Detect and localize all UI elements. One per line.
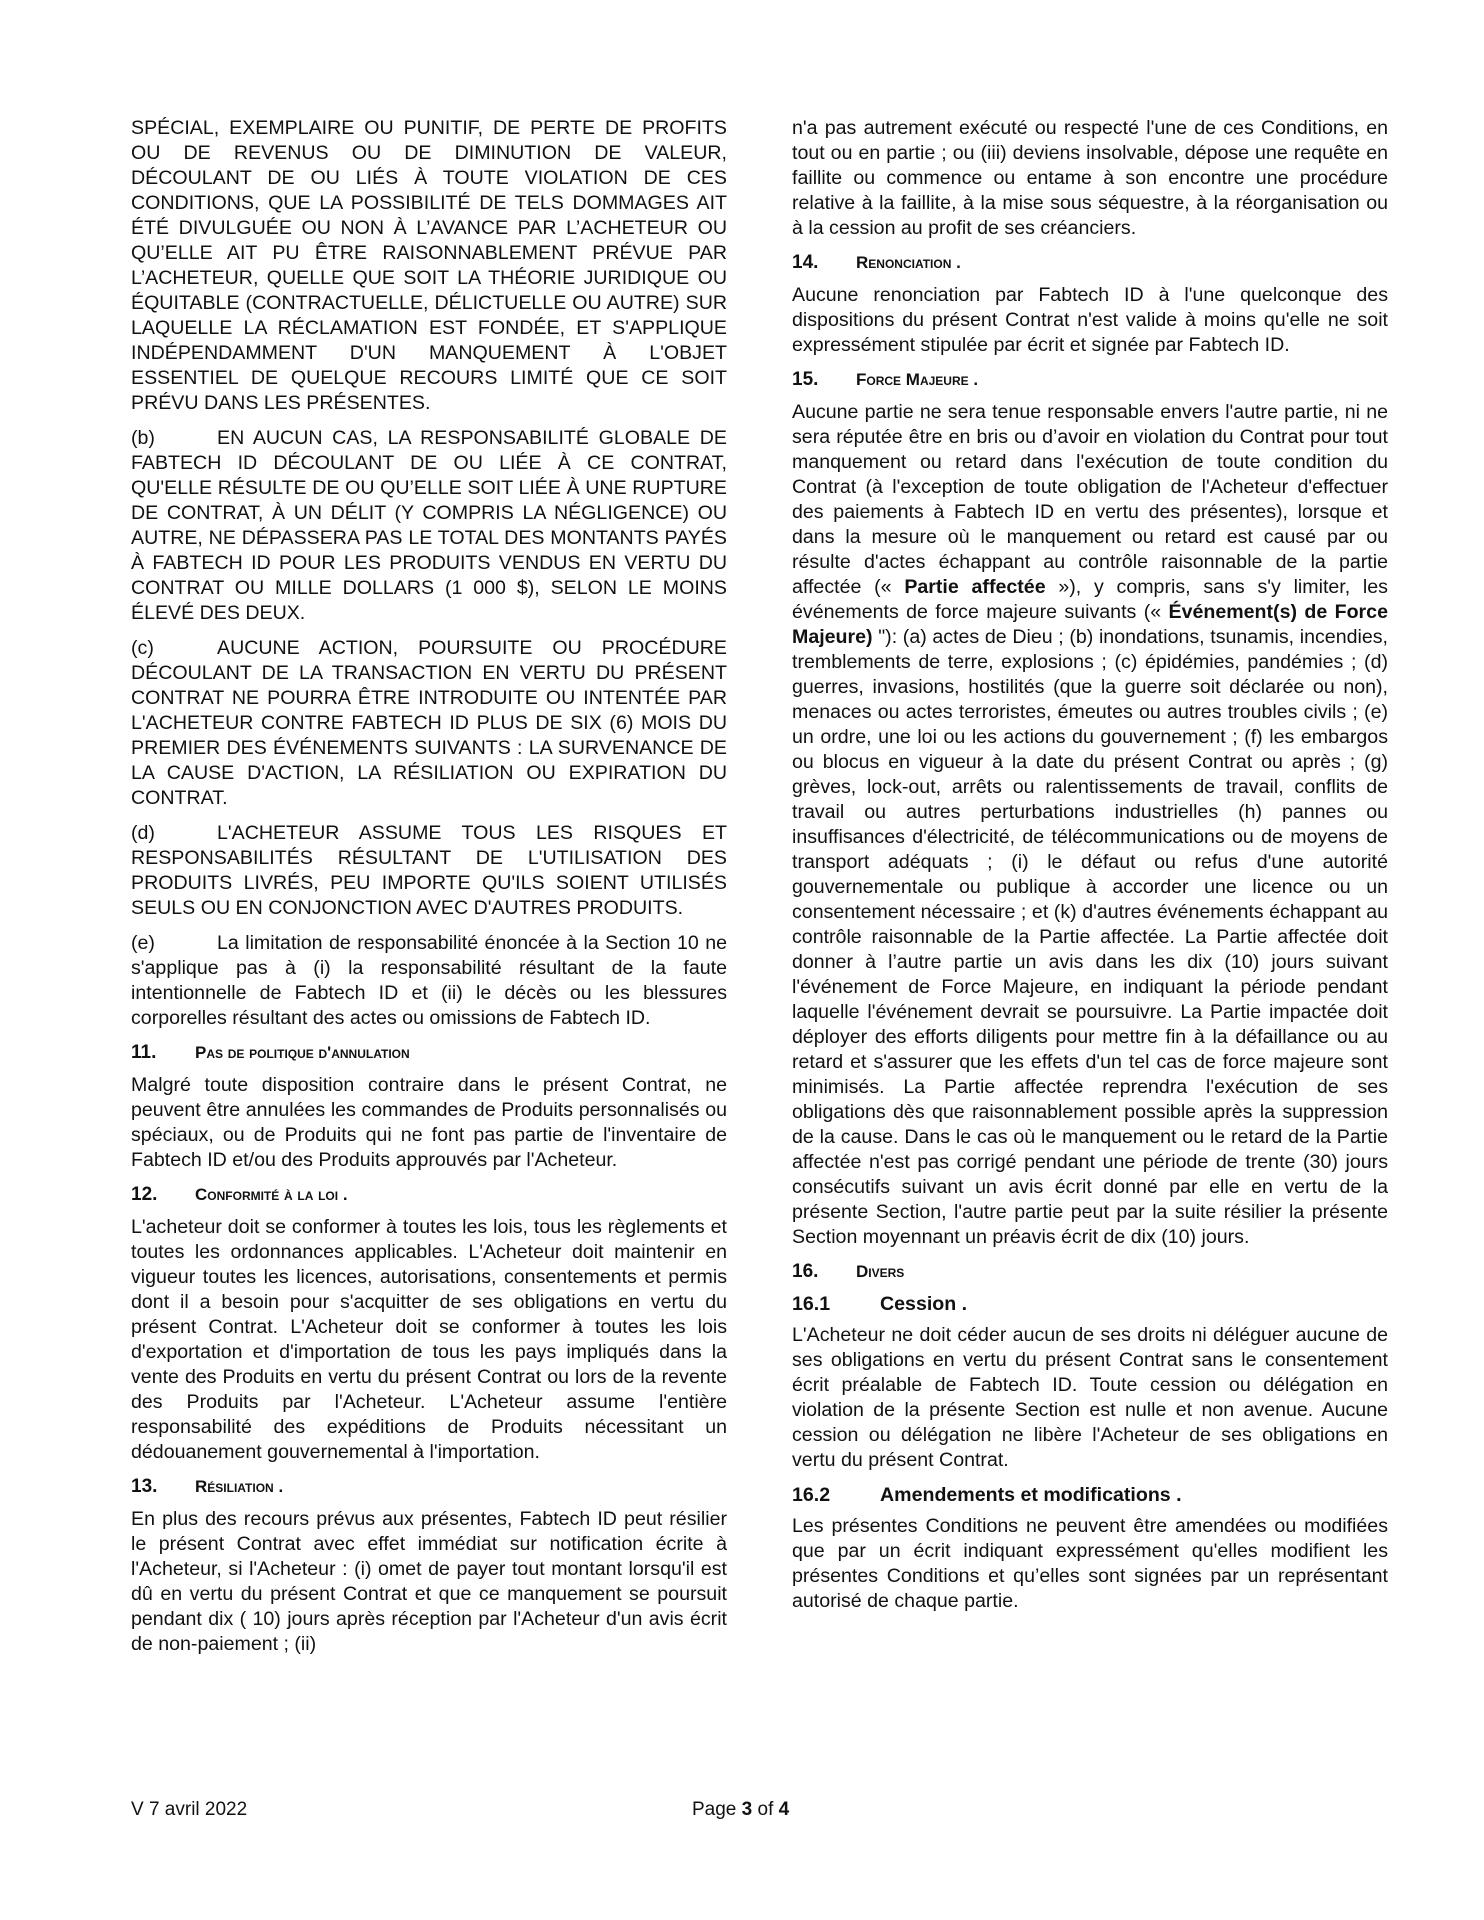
section-number: 15. (792, 369, 819, 390)
current-page: 3 (741, 1799, 753, 1820)
section-number: 16. (792, 1261, 819, 1282)
text-run: Aucune partie ne sera tenue responsable envers l'autre partie, ni ne sera réputée être en bris ou d’avoir en violation du Contrat pour tout manquement ou retard dans l'exécution de toute condition du Contrat (à l'exception de toute obligation de l'Acheteur d'effectuer des paiements à Fabtech ID en vertu des présentes), lorsque et dans la mesure où le manquement ou retard est causé par ou résulte d'actes échappant au contrôle raisonnable de la partie affectée (« (792, 401, 1388, 598)
clause-10e (131, 931, 727, 1031)
right-column (792, 116, 1388, 1624)
section-14-heading (792, 251, 1388, 275)
clause-10d (131, 821, 727, 921)
subsection-number: 16.2 (792, 1484, 831, 1506)
section-12-text: L'acheteur doit se conformer à toutes les lois, tous les règlements et toutes les ordonnances applicables. L'Acheteur doit maintenir en vigueur toutes les licences, autorisations, consentements et permis dont il a besoin pour s'acquitter de ses obligations en vertu du présent Contrat. L'Acheteur doit se conformer à toutes les lois d'exportation et d'importation de tous les pays impliqués dans la vente des Produits en vertu du présent Contrat ou lors de la revente des Produits par l'Acheteur. L'Acheteur assume l'entière responsabilité des expéditions de Produits nécessitant un dédouanement gouvernemental à l'importation. (131, 1216, 727, 1463)
section-title: Force Majeure . (856, 370, 979, 389)
section-number: 12. (131, 1184, 158, 1205)
section-title: Pas de politique d'annulation (195, 1043, 410, 1062)
section-13-heading (131, 1475, 727, 1499)
subsection-16-2-heading (792, 1483, 1388, 1508)
of-word: of (752, 1799, 779, 1820)
section-15-text (792, 400, 1388, 1250)
clause-text: EN AUCUN CAS, LA RESPONSABILITÉ GLOBALE DE FABTECH ID DÉCOULANT DE OU LIÉE À CE CONTRAT, QU'ELLE RÉSULTE DE OU QU’ELLE SOIT LIÉE À UNE RUPTURE DE CONTRAT, À UN DÉLIT (Y COMPRIS LA NÉGLIGENCE) OU AUTRE, NE DÉPASSERA PAS LE TOTAL DES MONTANTS PAYÉS À FABTECH ID POUR LES PRODUITS VENDUS EN VERTU DU CONTRAT OU MILLE DOLLARS (1 000 $), SELON LE MOINS ÉLEVÉ DES DEUX. (131, 427, 727, 624)
defined-term-partie-affectee: Partie affectée (904, 576, 1046, 598)
section-number: 11. (131, 1042, 157, 1063)
footer-version: V 7 avril 2022 (131, 1799, 248, 1820)
clause-text: La limitation de responsabilité énoncée à la Section 10 ne s'applique pas à (i) la responsabilité résultant de la faute intentionnelle de Fabtech ID et (ii) le décès ou les blessures corporelles résultant des actes ou omissions de Fabtech ID. (131, 932, 727, 1029)
footer-page-number (692, 1798, 789, 1822)
section-14-text: Aucune renonciation par Fabtech ID à l'une quelconque des dispositions du présent Contrat n'est valide à moins qu'elle ne soit expressément stipulée par écrit et signée par Fabtech ID. (792, 284, 1388, 356)
subsection-16-1-text: L'Acheteur ne doit céder aucun de ses droits ni déléguer aucune de ses obligations en vertu du présent Contrat sans le consentement écrit préalable de Fabtech ID. Toute cession ou délégation en violation de la présente Section est nulle et non avenue. Aucune cession ou délégation ne libère l'Acheteur de ses obligations en vertu du présent Contrat. (792, 1324, 1388, 1471)
section-16-heading (792, 1260, 1388, 1284)
clause-label: (e) (131, 932, 155, 954)
section-title: Conformité à la loi . (195, 1185, 348, 1204)
clause-10b (131, 426, 727, 626)
defined-term-force-majeure: Événement(s) de Force Majeure) (792, 601, 1388, 648)
clause-10c (131, 636, 727, 811)
clause-label: (b) (131, 427, 155, 449)
section-11-text: Malgré toute disposition contraire dans le présent Contrat, ne peuvent être annulées les commandes de Produits personnalisés ou spéciaux, ou de Produits qui ne font pas partie de l'inventaire de Fabtech ID et/ou des Produits approuvés par l'Acheteur. (131, 1074, 727, 1171)
section-number: 14. (792, 252, 819, 273)
paragraph-10a-continued: SPÉCIAL, EXEMPLAIRE OU PUNITIF, DE PERTE DE PROFITS OU DE REVENUS OU DE DIMINUTION DE VALEUR, DÉCOULANT DE OU LIÉS À TOUTE VIOLATION DE CES CONDITIONS, QUE LA POSSIBILITÉ DE TELS DOMMAGES AIT ÉTÉ DIVULGUÉE OU NON À L’AVANCE PAR L’ACHETEUR OU QU’ELLE AIT PU ÊTRE RAISONNABLEMENT PRÉVUE PAR L’ACHETEUR, QUELLE QUE SOIT LA THÉORIE JURIDIQUE OU ÉQUITABLE (CONTRACTUELLE, DÉLICTUELLE OU AUTRE) SUR LAQUELLE LA RÉCLAMATION EST FONDÉE, ET S'APPLIQUE INDÉPENDAMMENT D'UN MANQUEMENT À L'OBJET ESSENTIEL DE QUELQUE RECOURS LIMITÉ QUE CE SOIT PRÉVU DANS LES PRÉSENTES. (131, 117, 727, 414)
clause-label: (c) (131, 637, 154, 659)
section-12-heading (131, 1183, 727, 1207)
clause-label: (d) (131, 822, 155, 844)
section-title: Divers (856, 1262, 905, 1281)
page-word: Page (692, 1799, 742, 1820)
subsection-16-1-heading (792, 1292, 1388, 1317)
text-run: "): (a) actes de Dieu ; (b) inondations, tsunamis, incendies, tremblements de terre, explosions ; (c) épidémies, pandémies ; (d) guerres, invasions, hostilités (que la guerre soit déclarée ou non), menaces ou actes terroristes, émeutes ou autres troubles civils ; (e) un ordre, une loi ou les actions du gouvernement ; (f) les embargos ou blocus en vigueur à la date du présent Contrat ou après ; (g) grèves, lock-out, arrêts ou ralentissements de travail, conflits de travail ou autres perturbations industrielles (h) pannes ou insuffisances d'électricité, de télécommunications ou de moyens de transport adéquats ; (i) le défaut ou refus d'une autorité gouvernementale ou publique à accorder une licence ou un consentement nécessaire ; et (k) d'autres événements échappant au contrôle raisonnable de la Partie affectée. La Partie affectée doit donner à l’autre partie un avis dans les dix (10) jours suivant l'événement de Force Majeure, en indiquant la période pendant laquelle l'événement devrait se poursuivre. La Partie impactée doit déployer des efforts diligents pour mettre fin à la défaillance ou au retard et s'assurer que les effets d'un tel cas de force majeure sont minimisés. La Partie affectée reprendra l'exécution de ses obligations dès que raisonnablement possible après la suppression de la cause. Dans le cas où le manquement ou le retard de la Partie affectée n'est pas corrigé pendant une période de trente (30) jours consécutifs suivant un avis écrit donné par elle en vertu de la présente Section, l'autre partie peut par la suite résilier la présente Section moyennant un préavis écrit de dix (10) jours. (792, 626, 1388, 1248)
section-number: 13. (131, 1476, 158, 1497)
subsection-title: Amendements et modifications . (880, 1484, 1182, 1506)
section-11-heading (131, 1041, 727, 1065)
section-title: Résiliation . (195, 1477, 284, 1496)
section-13-text: En plus des recours prévus aux présentes, Fabtech ID peut résilier le présent Contrat avec effet immédiat sur notification écrite à l'Acheteur, si l'Acheteur : (i) omet de payer tout montant lorsqu'il est dû en vertu du présent Contrat et que ce manquement se poursuit pendant dix ( 10) jours après réception par l'Acheteur d'un avis écrit de non-paiement ; (ii) (131, 1508, 727, 1655)
section-13-continued: n'a pas autrement exécuté ou respecté l'une de ces Conditions, en tout ou en partie ; ou (iii) deviens insolvable, dépose une requête en faillite ou commence ou entame à son encontre une procédure relative à la faillite, à la mise sous séquestre, à la réorganisation ou à la cession au profit de ses créanciers. (792, 117, 1388, 239)
subsection-title: Cession . (880, 1293, 968, 1315)
text-run: »), y compris, sans s'y limiter, les événements de force majeure suivants (« (792, 576, 1388, 623)
clause-text: AUCUNE ACTION, POURSUITE OU PROCÉDURE DÉCOULANT DE LA TRANSACTION EN VERTU DU PRÉSENT CONTRAT NE POURRA ÊTRE INTRODUITE OU INTENTÉE PAR L'ACHETEUR CONTRE FABTECH ID PLUS DE SIX (6) MOIS DU PREMIER DES ÉVÉNEMENTS SUIVANTS : LA SURVENANCE DE LA CAUSE D'ACTION, LA RÉSILIATION OU EXPIRATION DU CONTRAT. (131, 637, 727, 809)
clause-text: L'ACHETEUR ASSUME TOUS LES RISQUES ET RESPONSABILITÉS RÉSULTANT DE L'UTILISATION DES PRODUITS LIVRÉS, PEU IMPORTE QU'ILS SOIENT UTILISÉS SEULS OU EN CONJONCTION AVEC D'AUTRES PRODUITS. (131, 822, 727, 919)
section-title: Renonciation . (856, 253, 961, 272)
total-pages: 4 (778, 1799, 790, 1820)
left-column (131, 116, 727, 1667)
section-15-heading (792, 368, 1388, 392)
subsection-16-2-text: Les présentes Conditions ne peuvent être amendées ou modifiées que par un écrit indiquant expressément qu'elles modifient les présentes Conditions et qu’elles sont signées par un représentant autorisé de chaque partie. (792, 1515, 1388, 1612)
subsection-number: 16.1 (792, 1293, 831, 1315)
